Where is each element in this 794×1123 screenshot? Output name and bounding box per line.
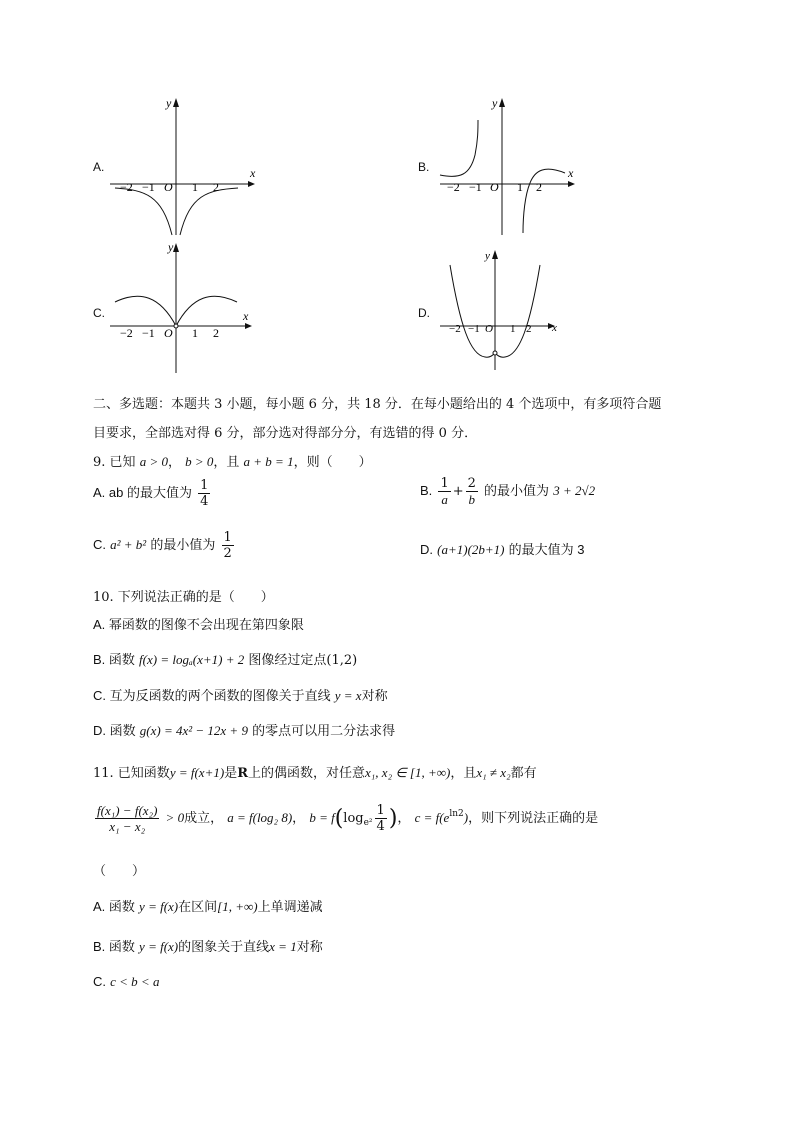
graph-a — [110, 95, 260, 240]
curve-left — [115, 296, 176, 326]
q10-b-pre: B. 函数 — [93, 652, 135, 667]
q10-c-pre: C. 互为反函数的两个函数的图像关于直线 — [93, 688, 331, 703]
tick-1: 1 — [517, 180, 523, 194]
tick-neg1: −1 — [142, 326, 155, 340]
q9-c-fraction — [222, 530, 234, 561]
graph-a-svg — [110, 95, 260, 240]
q10-c-expr: y = x — [334, 688, 362, 703]
tick-1: 1 — [192, 326, 198, 340]
q11-c-label: C. — [93, 974, 106, 989]
x-label: x — [568, 166, 574, 180]
tick-1: 1 — [510, 323, 516, 335]
q11-a-post2: 上单调递减 — [257, 899, 323, 914]
q11-c-exp: ln2 — [449, 809, 464, 819]
q11-c-expr: c < b < a — [110, 974, 160, 989]
q9-d-expr: (a+1)(2b+1) — [437, 542, 505, 557]
y-label: y — [485, 250, 490, 262]
curve-left — [440, 120, 478, 176]
q11-holds: 成立， — [184, 811, 224, 826]
q11-b-expr: y = f(x) — [139, 939, 179, 954]
y-label: y — [492, 96, 498, 110]
graph-d-svg — [435, 245, 565, 375]
tick-neg1: −1 — [142, 180, 155, 194]
q11-neq: x₁ ≠ x₂ — [476, 765, 511, 780]
y-arrow-icon — [173, 243, 179, 252]
tick-origin: O — [490, 180, 499, 194]
q11-option-a — [93, 896, 323, 915]
x-label: x — [250, 166, 256, 180]
q11-frac-den: x₁ − x₂ — [109, 819, 146, 834]
q9-a-label: A. ab 的最大值为 — [93, 485, 192, 500]
q11-R: R — [237, 766, 248, 781]
y-arrow-icon — [492, 250, 498, 259]
q9-cond-a: a > 0 — [139, 454, 168, 469]
q9-b-value: 3 + 2√2 — [553, 483, 596, 498]
q9-option-d — [420, 539, 585, 558]
q11-option-c — [93, 974, 159, 990]
q9-b-frac2-num: 2 — [467, 476, 476, 491]
q11-b-line: x = 1 — [269, 939, 297, 954]
tick-origin: O — [164, 326, 173, 340]
y-label: y — [168, 240, 174, 254]
q11-c-close: ) — [463, 810, 469, 825]
section-instructions-line1: 二、多选题：本题共 3 小题，每小题 6 分，共 18 分．在每小题给出的 4 个选项中，有多项符合题 — [93, 397, 662, 412]
tick-neg2: −2 — [447, 180, 460, 194]
q10-b-expr: f(x) = logₐ(x+1) + 2 — [139, 652, 245, 667]
tick-neg2: −2 — [120, 326, 133, 340]
option-b-label: B. — [418, 160, 430, 174]
q11-stem-line1 — [93, 762, 537, 781]
q11-mid4: 都有 — [510, 766, 537, 781]
q10-option-a: A. 幂函数的图像不会出现在第四象限 — [93, 617, 304, 632]
curve-right — [523, 169, 565, 233]
tick-origin: O — [164, 180, 173, 194]
x-arrow-icon — [245, 323, 252, 329]
option-d-label: D. — [418, 306, 430, 320]
y-label: y — [166, 96, 172, 110]
q9-a-den: 4 — [200, 494, 209, 509]
q9-b-frac2 — [466, 476, 478, 507]
q10-option-c — [93, 685, 388, 704]
q10-b-post: 图像经过定点 — [248, 652, 327, 667]
option-c-label: C. — [93, 306, 105, 320]
q9-cond-sum: a + b = 1 — [243, 454, 294, 469]
q11-a-post: 在区间 — [178, 899, 218, 914]
q9-b-frac1-num: 1 — [440, 476, 449, 491]
q10-d-expr: g(x) = 4x² − 12x + 9 — [139, 723, 248, 738]
q11-a-def: a = f(log₂ 8) — [227, 810, 293, 825]
q11-b-post: 的图象关于直线 — [178, 939, 270, 954]
q11-b-frac — [375, 803, 387, 834]
q9-c-text: 的最小值为 — [150, 537, 216, 552]
q10-d-post: 的零点可以用二分法求得 — [252, 723, 396, 738]
q11-a-interval: [1, +∞) — [217, 899, 258, 914]
q9-b-label: B. — [420, 483, 433, 498]
q9-b-frac2-den: b — [468, 492, 476, 507]
tick-neg2: −2 — [449, 323, 461, 335]
q11-b-def-pre: b = f — [309, 810, 335, 825]
q11-difference-quotient — [95, 803, 159, 834]
q11-b-base: e² — [363, 818, 373, 828]
curve-left — [115, 188, 172, 235]
graph-c — [110, 238, 260, 378]
q11-pre: 11. 已知函数 — [93, 766, 170, 781]
tick-2: 2 — [213, 326, 219, 340]
q11-b-paren-close: ) — [388, 806, 398, 831]
x-arrow-icon — [248, 181, 255, 187]
q11-b-pre: B. 函数 — [93, 939, 135, 954]
q11-ineq: > 0 — [165, 810, 185, 825]
q11-vars: x₁, x₂ ∈ [1, +∞) — [365, 765, 451, 780]
q9-d-label: D. — [420, 542, 433, 557]
q9-option-a — [93, 478, 212, 509]
q11-b-log: log — [343, 811, 364, 826]
open-dot — [493, 351, 497, 355]
tick-neg2: −2 — [120, 180, 133, 194]
q9-c-num: 1 — [223, 530, 232, 545]
q9-cond-b: b > 0 — [185, 454, 214, 469]
q9-c-label: C. — [93, 537, 106, 552]
q10-stem: 10. 下列说法正确的是（ ） — [93, 590, 274, 605]
tick-1: 1 — [192, 180, 198, 194]
graph-b-svg — [435, 95, 585, 240]
q11-stem-line2: $\frac{\text{f(x₁) − f(x₂)}}{\text{x₁ − x₂}}$ > 0成立， a = f(log₂ 8)， $b = f(\log_{e^2}$ $\frac{1}{4}$ )， $c = f(e^{ln2})$，则下列说法正确的是 — [97, 803, 599, 834]
q10-c-post: 对称 — [361, 688, 388, 703]
tick-neg1: −1 — [468, 323, 480, 335]
q11-b-num: 1 — [376, 803, 385, 818]
q9-d-text: 的最大值为 3 — [508, 542, 585, 557]
q9-a-fraction — [198, 478, 210, 509]
curve-right — [176, 296, 237, 326]
q11-mid2: 上的偶函数，对任意 — [248, 766, 366, 781]
q11-frac-num: f(x₁) − f(x₂) — [97, 803, 158, 818]
curve-right — [180, 188, 238, 235]
q11-b-den: 4 — [376, 819, 385, 834]
q10-option-d — [93, 720, 395, 739]
q10-b-point: (1,2) — [326, 653, 358, 668]
q11-option-b — [93, 936, 323, 955]
q9-option-c — [93, 530, 236, 561]
option-a-label: A. — [93, 160, 105, 174]
tick-origin: O — [485, 323, 493, 335]
q11-mid3: ，且 — [450, 766, 477, 781]
x-label: x — [552, 322, 557, 334]
q11-b-paren-open: ( — [334, 806, 344, 831]
q9-b-text: 的最小值为 — [484, 483, 550, 498]
q9-option-b: B. $\frac{1}{a}$ + $\frac{2}{b}$ 的最小值为 3 + 2√2 — [420, 476, 596, 507]
q11-func: y = f(x+1) — [169, 765, 225, 780]
x-label: x — [243, 309, 249, 323]
q10-option-b — [93, 649, 357, 668]
tick-2: 2 — [213, 180, 219, 194]
tick-2: 2 — [526, 323, 532, 335]
q9-a-num: 1 — [200, 478, 209, 493]
y-arrow-icon — [499, 98, 505, 107]
q11-a-expr: y = f(x) — [139, 899, 179, 914]
section-instructions-line2: 目要求，全部选对得 6 分，部分选对得部分分，有选错的得 0 分． — [93, 426, 478, 441]
q11-b-post2: 对称 — [296, 939, 323, 954]
q11-a-pre: A. 函数 — [93, 899, 135, 914]
q11-mid1: 是 — [224, 766, 238, 781]
y-arrow-icon — [173, 98, 179, 107]
q9-b-frac1-den: a — [441, 492, 448, 507]
q9-c-expr: a² + b² — [110, 537, 147, 552]
q9-number: 9. 已知 — [93, 455, 136, 470]
q11-c-def: c = f(e — [414, 810, 450, 825]
x-arrow-icon — [568, 181, 575, 187]
graph-b — [435, 95, 585, 240]
q9-tail: ，则（ ） — [293, 455, 372, 470]
q9-b-frac1 — [438, 476, 450, 507]
tick-2: 2 — [536, 180, 542, 194]
q9-stem: 9. 已知 a > 0， b > 0，且 a + b = 1，则（ ） — [93, 454, 372, 470]
q11-paren: （ ） — [93, 864, 146, 879]
origin-open-dot — [174, 324, 178, 328]
graph-c-svg — [110, 238, 260, 378]
graph-d — [435, 245, 565, 375]
q9-c-den: 2 — [223, 546, 232, 561]
q10-d-pre: D. 函数 — [93, 723, 136, 738]
tick-neg1: −1 — [469, 180, 482, 194]
q11-tail: ，则下列说法正确的是 — [468, 811, 599, 826]
